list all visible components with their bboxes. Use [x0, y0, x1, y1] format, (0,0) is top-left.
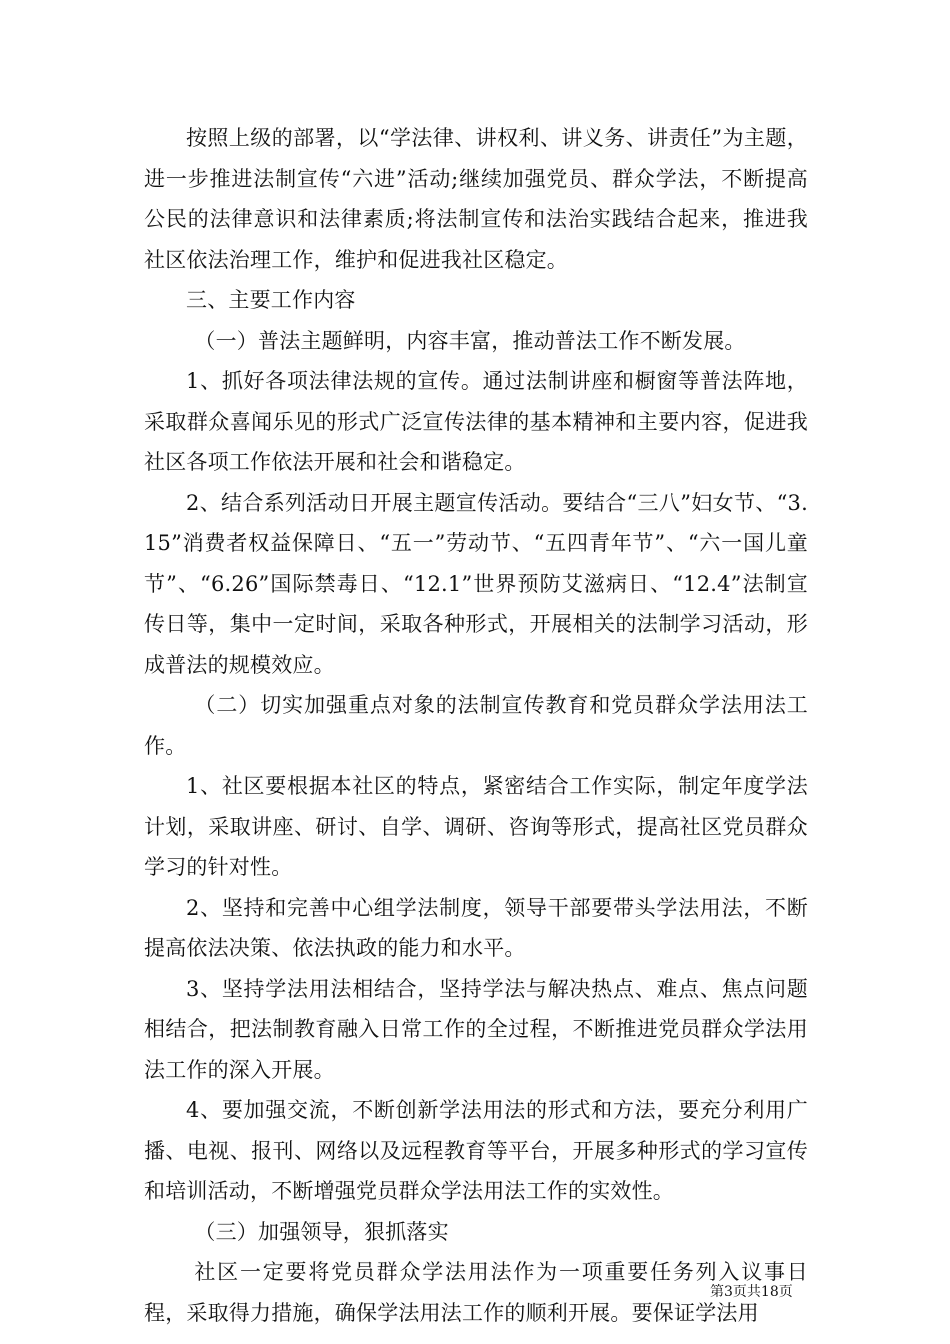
paragraph-item-2-1: 1、社区要根据本社区的特点，紧密结合工作实际，制定年度学法计划，采取讲座、研讨、自学、调研、咨询等形式，提高社区党员群众学习的针对性。 — [144, 774, 808, 879]
paragraph-intro: 按照上级的部署，以“学法律、讲权利、讲义务、讲责任”为主题，进一步推进法制宣传“六进”活动;继续加强党员、群众学法，不断提高公民的法律意识和法律素质;将法制宣传和法治实践结合起来，推进我社区依法治理工作，维护和促进我社区稳定。 — [144, 126, 808, 272]
document-body — [144, 118, 808, 1333]
paragraph-item-2-4: 4、要加强交流，不断创新学法用法的形式和方法，要充分利用广播、电视、报刊、网络以及远程教育等平台，开展多种形式的学习宣传和培训活动，不断增强党员群众学法用法工作的实效性。 — [144, 1098, 808, 1203]
paragraph-item-1-1: 1、抓好各项法律法规的宣传。通过法制讲座和橱窗等普法阵地，采取群众喜闻乐见的形式广泛宣传法律的基本精神和主要内容，促进我社区各项工作依法开展和社会和谐稳定。 — [144, 369, 808, 474]
paragraph-item-3-1: 社区一定要将党员群众学法用法作为一项重要任务列入议事日程，采取得力措施，确保学法用法工作的顺利开展。要保证学法用 — [144, 1260, 808, 1325]
page-number-footer: 第3页共18页 — [710, 1284, 793, 1300]
paragraph-item-2-3: 3、坚持学法用法相结合，坚持学法与解决热点、难点、焦点问题相结合，把法制教育融入日常工作的全过程，不断推进党员群众学法用法工作的深入开展。 — [144, 976, 808, 1082]
section-heading-main-content: 三、主要工作内容 — [186, 288, 356, 312]
paragraph-item-1-2: 2、结合系列活动日开展主题宣传活动。要结合“三八”妇女节、“3.15”消费者权益保障日、“五一”劳动节、“五四青年节”、“六一国儿童节”、“6.26”国际禁毒日、“12.1”世界预防艾滋病日、“12.4”法制宣传日等，集中一定时间，采取各种形式，开展相关的法制学习活动，形成普法的规模效应。 — [144, 490, 808, 677]
subsection-heading-3: （三）加强领导，狠抓落实 — [194, 1219, 449, 1244]
paragraph-item-2-2: 2、坚持和完善中心组学法制度，领导干部要带头学法用法，不断提高依法决策、依法执政的能力和水平。 — [144, 895, 808, 960]
subsection-heading-2: （二）切实加强重点对象的法制宣传教育和党员群众学法用法工作。 — [144, 693, 808, 758]
subsection-heading-1: （一）普法主题鲜明，内容丰富，推动普法工作不断发展。 — [194, 328, 746, 353]
